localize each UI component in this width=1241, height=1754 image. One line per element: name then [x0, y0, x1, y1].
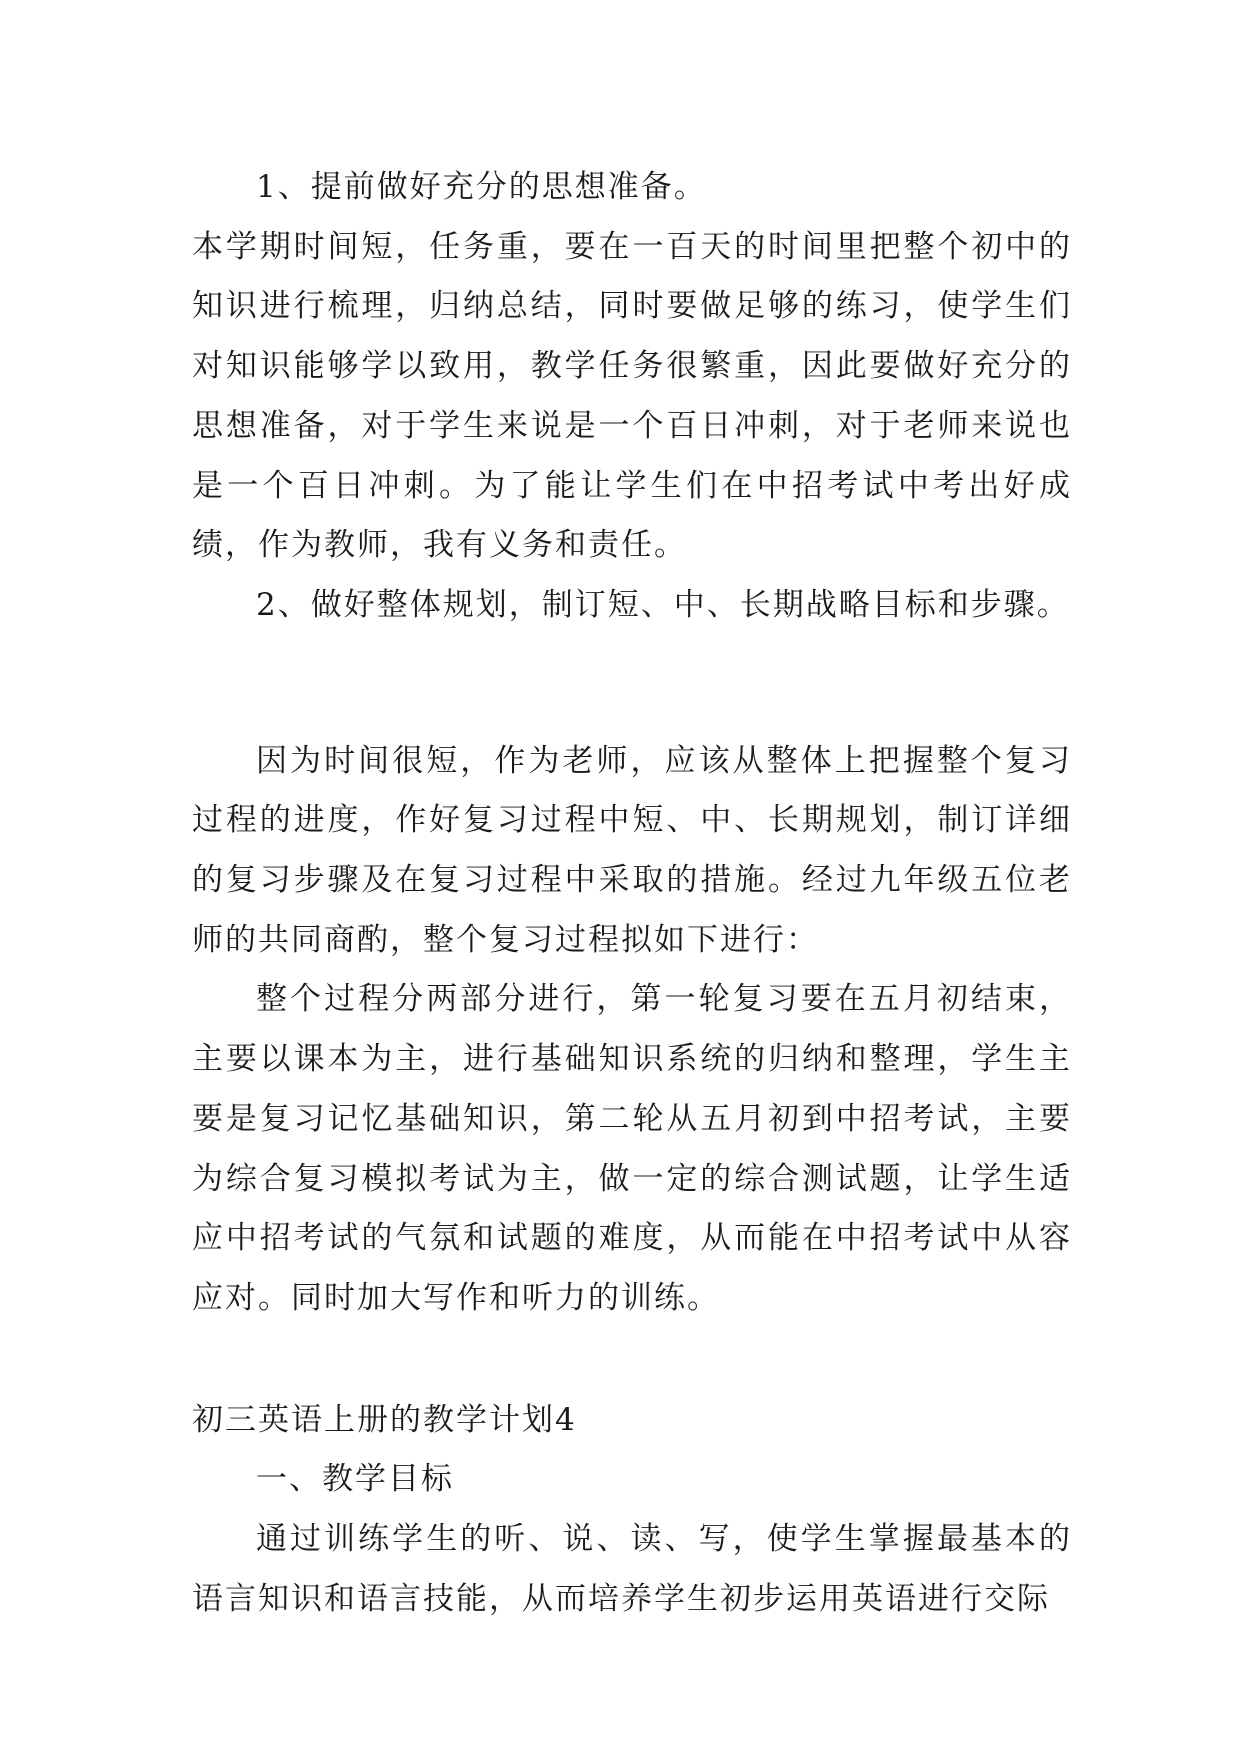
document-body: [192, 158, 1072, 1629]
paragraph-spacer: [192, 636, 1072, 732]
paragraph-step-2-heading: 2、做好整体规划，制订短、中、长期战略目标和步骤。: [256, 586, 1070, 623]
paragraph-planning: 因为时间很短，作为老师，应该从整体上把握整个复习过程的进度，作好复习过程中短、中、长期规划，制订详细的复习步骤及在复习过程中采取的措施。经过九年级五位老师的共同商酌，整个复习过程拟如下进行：: [192, 742, 1072, 958]
subsection-heading-teaching-goals: 一、教学目标: [256, 1461, 454, 1498]
paragraph-spacer: [192, 1329, 1072, 1391]
paragraph-step-1-heading: 1、提前做好充分的思想准备。: [256, 169, 707, 205]
section-title: 初三英语上册的教学计划4: [192, 1401, 577, 1438]
paragraph-teaching-goals: 通过训练学生的听、说、读、写，使学生掌握最基本的语言知识和语言技能，从而培养学生初步运用英语进行交际: [192, 1521, 1072, 1617]
paragraph-step-1-body: 本学期时间短，任务重，要在一百天的时间里把整个初中的知识进行梳理，归纳总结，同时要做足够的练习，使学生们对知识能够学以致用，教学任务很繁重，因此要做好充分的思想准备，对于学生来说是一个百日冲刺，对于老师来说也是一个百日冲刺。为了能让学生们在中招考试中考出好成绩，作为教师，我有义务和责任。: [192, 228, 1072, 564]
paragraph-review-process: 整个过程分两部分进行，第一轮复习要在五月初结束，主要以课本为主，进行基础知识系统的归纳和整理，学生主要是复习记忆基础知识，第二轮从五月初到中招考试，主要为综合复习模拟考试为主，做一定的综合测试题，让学生适应中招考试的气氛和试题的难度，从而能在中招考试中从容应对。同时加大写作和听力的训练。: [192, 981, 1072, 1316]
